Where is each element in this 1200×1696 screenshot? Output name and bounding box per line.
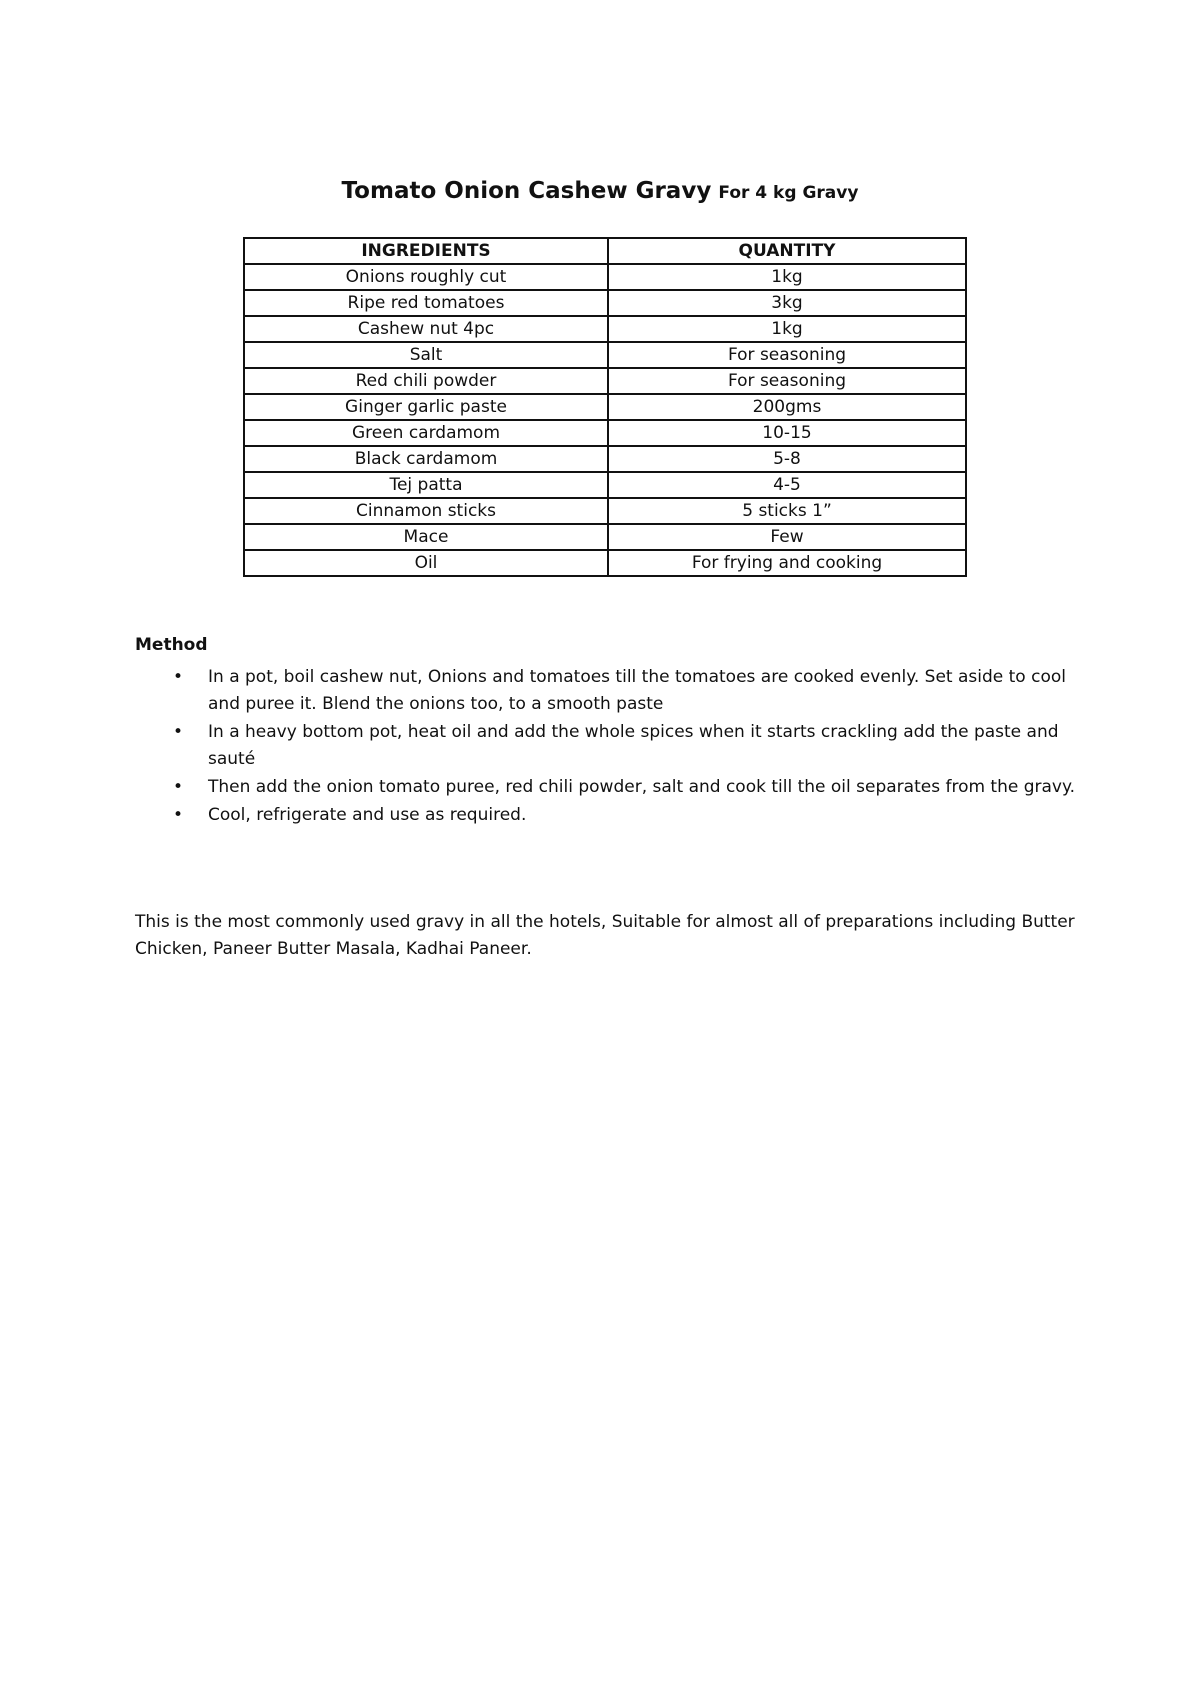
ingredient-cell: Salt xyxy=(244,342,608,368)
quantity-cell: Few xyxy=(608,524,966,550)
quantity-cell: 4-5 xyxy=(608,472,966,498)
bullet-icon: • xyxy=(173,805,184,825)
quantity-cell: 5-8 xyxy=(608,446,966,472)
method-list xyxy=(135,664,1080,830)
quantity-cell: 3kg xyxy=(608,290,966,316)
bullet-icon: • xyxy=(173,722,184,742)
method-step-text: In a pot, boil cashew nut, Onions and tomatoes till the tomatoes are cooked evenly. Set aside to cool and puree it. Blend the onions too, to a smooth paste xyxy=(208,667,1066,714)
table-row xyxy=(244,420,966,446)
table-row xyxy=(244,498,966,524)
table-header-row xyxy=(244,238,966,264)
ingredient-cell: Onions roughly cut xyxy=(244,264,608,290)
table-row xyxy=(244,290,966,316)
method-step-text: Cool, refrigerate and use as required. xyxy=(208,805,527,825)
method-step xyxy=(135,802,1080,829)
ingredient-cell: Mace xyxy=(244,524,608,550)
ingredient-cell: Cashew nut 4pc xyxy=(244,316,608,342)
ingredients-table xyxy=(243,237,967,577)
quantity-cell: 1kg xyxy=(608,264,966,290)
quantity-cell: 5 sticks 1” xyxy=(608,498,966,524)
quantity-cell: 200gms xyxy=(608,394,966,420)
method-step-text: In a heavy bottom pot, heat oil and add the whole spices when it starts crackling add the paste and sauté xyxy=(208,722,1059,769)
table-row xyxy=(244,524,966,550)
ingredient-cell: Cinnamon sticks xyxy=(244,498,608,524)
ingredient-cell: Ripe red tomatoes xyxy=(244,290,608,316)
bullet-icon: • xyxy=(173,667,184,687)
header-quantity: QUANTITY xyxy=(608,238,966,264)
table-row xyxy=(244,316,966,342)
ingredient-cell: Black cardamom xyxy=(244,446,608,472)
quantity-cell: 10-15 xyxy=(608,420,966,446)
table-row xyxy=(244,446,966,472)
usage-note: This is the most commonly used gravy in all the hotels, Suitable for almost all of preparations including Butter Chicken, Paneer Butter Masala, Kadhai Paneer. xyxy=(135,912,1075,959)
ingredient-cell: Tej patta xyxy=(244,472,608,498)
recipe-yield: For 4 kg Gravy xyxy=(718,183,859,203)
quantity-cell: 1kg xyxy=(608,316,966,342)
table-row xyxy=(244,472,966,498)
method-step xyxy=(135,664,1080,718)
bullet-icon: • xyxy=(173,777,184,797)
quantity-cell: For frying and cooking xyxy=(608,550,966,576)
quantity-cell: For seasoning xyxy=(608,368,966,394)
table-row xyxy=(244,550,966,576)
table-row xyxy=(244,368,966,394)
recipe-title: Tomato Onion Cashew Gravy xyxy=(341,178,712,204)
method-step xyxy=(135,719,1080,773)
table-row xyxy=(244,264,966,290)
ingredient-cell: Ginger garlic paste xyxy=(244,394,608,420)
ingredient-cell: Red chili powder xyxy=(244,368,608,394)
ingredient-cell: Oil xyxy=(244,550,608,576)
table-row xyxy=(244,394,966,420)
table-row xyxy=(244,342,966,368)
quantity-cell: For seasoning xyxy=(608,342,966,368)
method-heading: Method xyxy=(135,635,208,655)
ingredient-cell: Green cardamom xyxy=(244,420,608,446)
method-step-text: Then add the onion tomato puree, red chili powder, salt and cook till the oil separates from the gravy. xyxy=(208,777,1076,797)
document-title xyxy=(0,178,1200,204)
header-ingredients: INGREDIENTS xyxy=(244,238,608,264)
method-step xyxy=(135,774,1080,801)
